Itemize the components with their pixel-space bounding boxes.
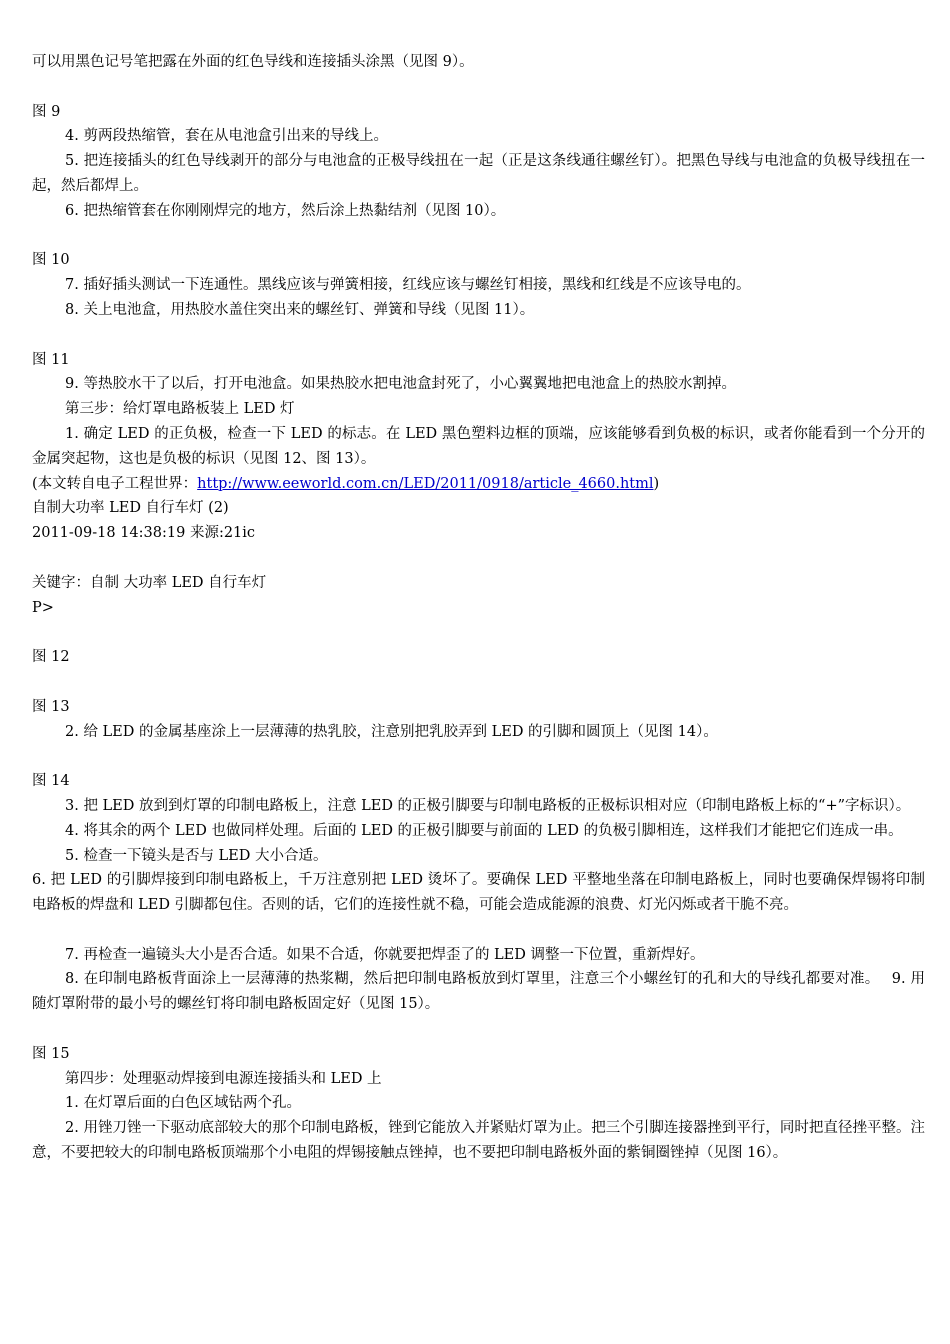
keywords: 关键字：自制 大功率 LED 自行车灯 <box>32 574 267 591</box>
blank-line <box>32 1017 925 1042</box>
blank-line <box>32 744 925 769</box>
paragraph: 8. 关上电池盒，用热胶水盖住突出来的螺丝钉、弹簧和导线（见图 11）。 <box>65 301 535 318</box>
paragraph: 1. 在灯罩后面的白色区域钻两个孔。 <box>65 1095 301 1112</box>
paragraph: 7. 再检查一遍镜头大小是否合适。如果不合适，你就要把焊歪了的 LED 调整一下位置，重新焊好。 <box>65 946 705 963</box>
blank-line <box>32 918 925 943</box>
article-meta: 2011-09-18 14:38:19 来源:21ic <box>32 525 256 542</box>
figure-label-12: 图 12 <box>32 649 70 666</box>
figure-label-11: 图 11 <box>32 351 70 368</box>
paragraph: 5. 检查一下镜头是否与 LED 大小合适。 <box>65 847 328 864</box>
paragraph: 4. 将其余的两个 LED 也做同样处理。后面的 LED 的正极引脚要与前面的 LED 的负极引脚相连，这样我们才能把它们连成一串。 <box>65 822 903 839</box>
paragraph: 2. 用锉刀锉一下驱动底部较大的那个印制电路板，锉到它能放入并紧贴灯罩为止。把三个引脚连接器挫到平行，同时把直径挫平整。注意，不要把较大的印制电路板顶端那个小电阻的焊锡接触点锉掉，也不要把印制电路板外面的紫铜圈锉掉（见图 16）。 <box>32 1120 925 1162</box>
blank-line <box>32 546 925 571</box>
blank-line <box>32 670 925 695</box>
stray-tag-text: P> <box>32 599 54 616</box>
figure-label-10: 图 10 <box>32 252 70 269</box>
paragraph: 2. 给 LED 的金属基座涂上一层薄薄的热乳胶，注意别把乳胶弄到 LED 的引脚和圆顶上（见图 14）。 <box>65 723 718 740</box>
figure-label-13: 图 13 <box>32 698 70 715</box>
blank-line <box>32 75 925 100</box>
section-heading: 第四步：处理驱动焊接到电源连接插头和 LED 上 <box>65 1070 382 1087</box>
paragraph: 可以用黑色记号笔把露在外面的红色导线和连接插头涂黑（见图 9）。 <box>32 54 474 70</box>
blank-line <box>32 620 925 645</box>
figure-label-14: 图 14 <box>32 773 70 790</box>
figure-label-9: 图 9 <box>32 103 61 120</box>
paragraph: 9. 等热胶水干了以后，打开电池盒。如果热胶水把电池盒封死了，小心翼翼地把电池盒上的热胶水割掉。 <box>65 376 736 393</box>
paragraph: 1. 确定 LED 的正负极，检查一下 LED 的标志。在 LED 黑色塑料边框的顶端，应该能够看到负极的标识，或者你能看到一个分开的金属突起物，这也是负极的标识（见图 12、图 13）。 <box>32 425 925 467</box>
figure-label-15: 图 15 <box>32 1045 70 1062</box>
source-link[interactable]: http://www.eeworld.com.cn/LED/2011/0918/article_4660.html <box>197 475 654 492</box>
paragraph: 8. 在印制电路板背面涂上一层薄薄的热浆糊，然后把印制电路板放到灯罩里，注意三个小螺丝钉的孔和大的导线孔都要对准。 9. 用随灯罩附带的最小号的螺丝钉将印制电路板固定好（见图 15）。 <box>32 971 925 1013</box>
paragraph: 7. 插好插头测试一下连通性。黑线应该与弹簧相接，红线应该与螺丝钉相接，黑线和红线是不应该导电的。 <box>65 277 751 294</box>
source-line <box>32 472 925 497</box>
paragraph: 6. 把热缩管套在你刚刚焊完的地方，然后涂上热黏结剂（见图 10）。 <box>65 202 506 219</box>
blank-line <box>32 224 925 249</box>
paragraph: 6. 把 LED 的引脚焊接到印制电路板上，千万注意别把 LED 烫坏了。要确保 LED 平整地坐落在印制电路板上，同时也要确保焊锡将印制电路板的焊盘和 LED 引脚都包住。否则的话，它们的连接性就不稳，可能会造成能源的浪费、灯光闪烁或者干脆不亮。 <box>32 872 925 914</box>
blank-line <box>32 323 925 348</box>
source-prefix: (本文转自电子工程世界： <box>32 475 198 492</box>
article-title: 自制大功率 LED 自行车灯 (2) <box>32 500 229 517</box>
paragraph: 3. 把 LED 放到到灯罩的印制电路板上，注意 LED 的正极引脚要与印制电路板的正极标识相对应（印制电路板上标的“+”字标识）。 <box>65 797 911 814</box>
paragraph: 4. 剪两段热缩管，套在从电池盒引出来的导线上。 <box>65 128 388 145</box>
source-suffix: ) <box>653 475 660 492</box>
paragraph: 5. 把连接插头的红色导线剥开的部分与电池盒的正极导线扭在一起（正是这条线通往螺丝钉）。把黑色导线与电池盒的负极导线扭在一起，然后都焊上。 <box>32 153 925 194</box>
section-heading: 第三步：给灯罩电路板装上 LED 灯 <box>65 401 295 418</box>
document-page <box>32 50 925 1166</box>
